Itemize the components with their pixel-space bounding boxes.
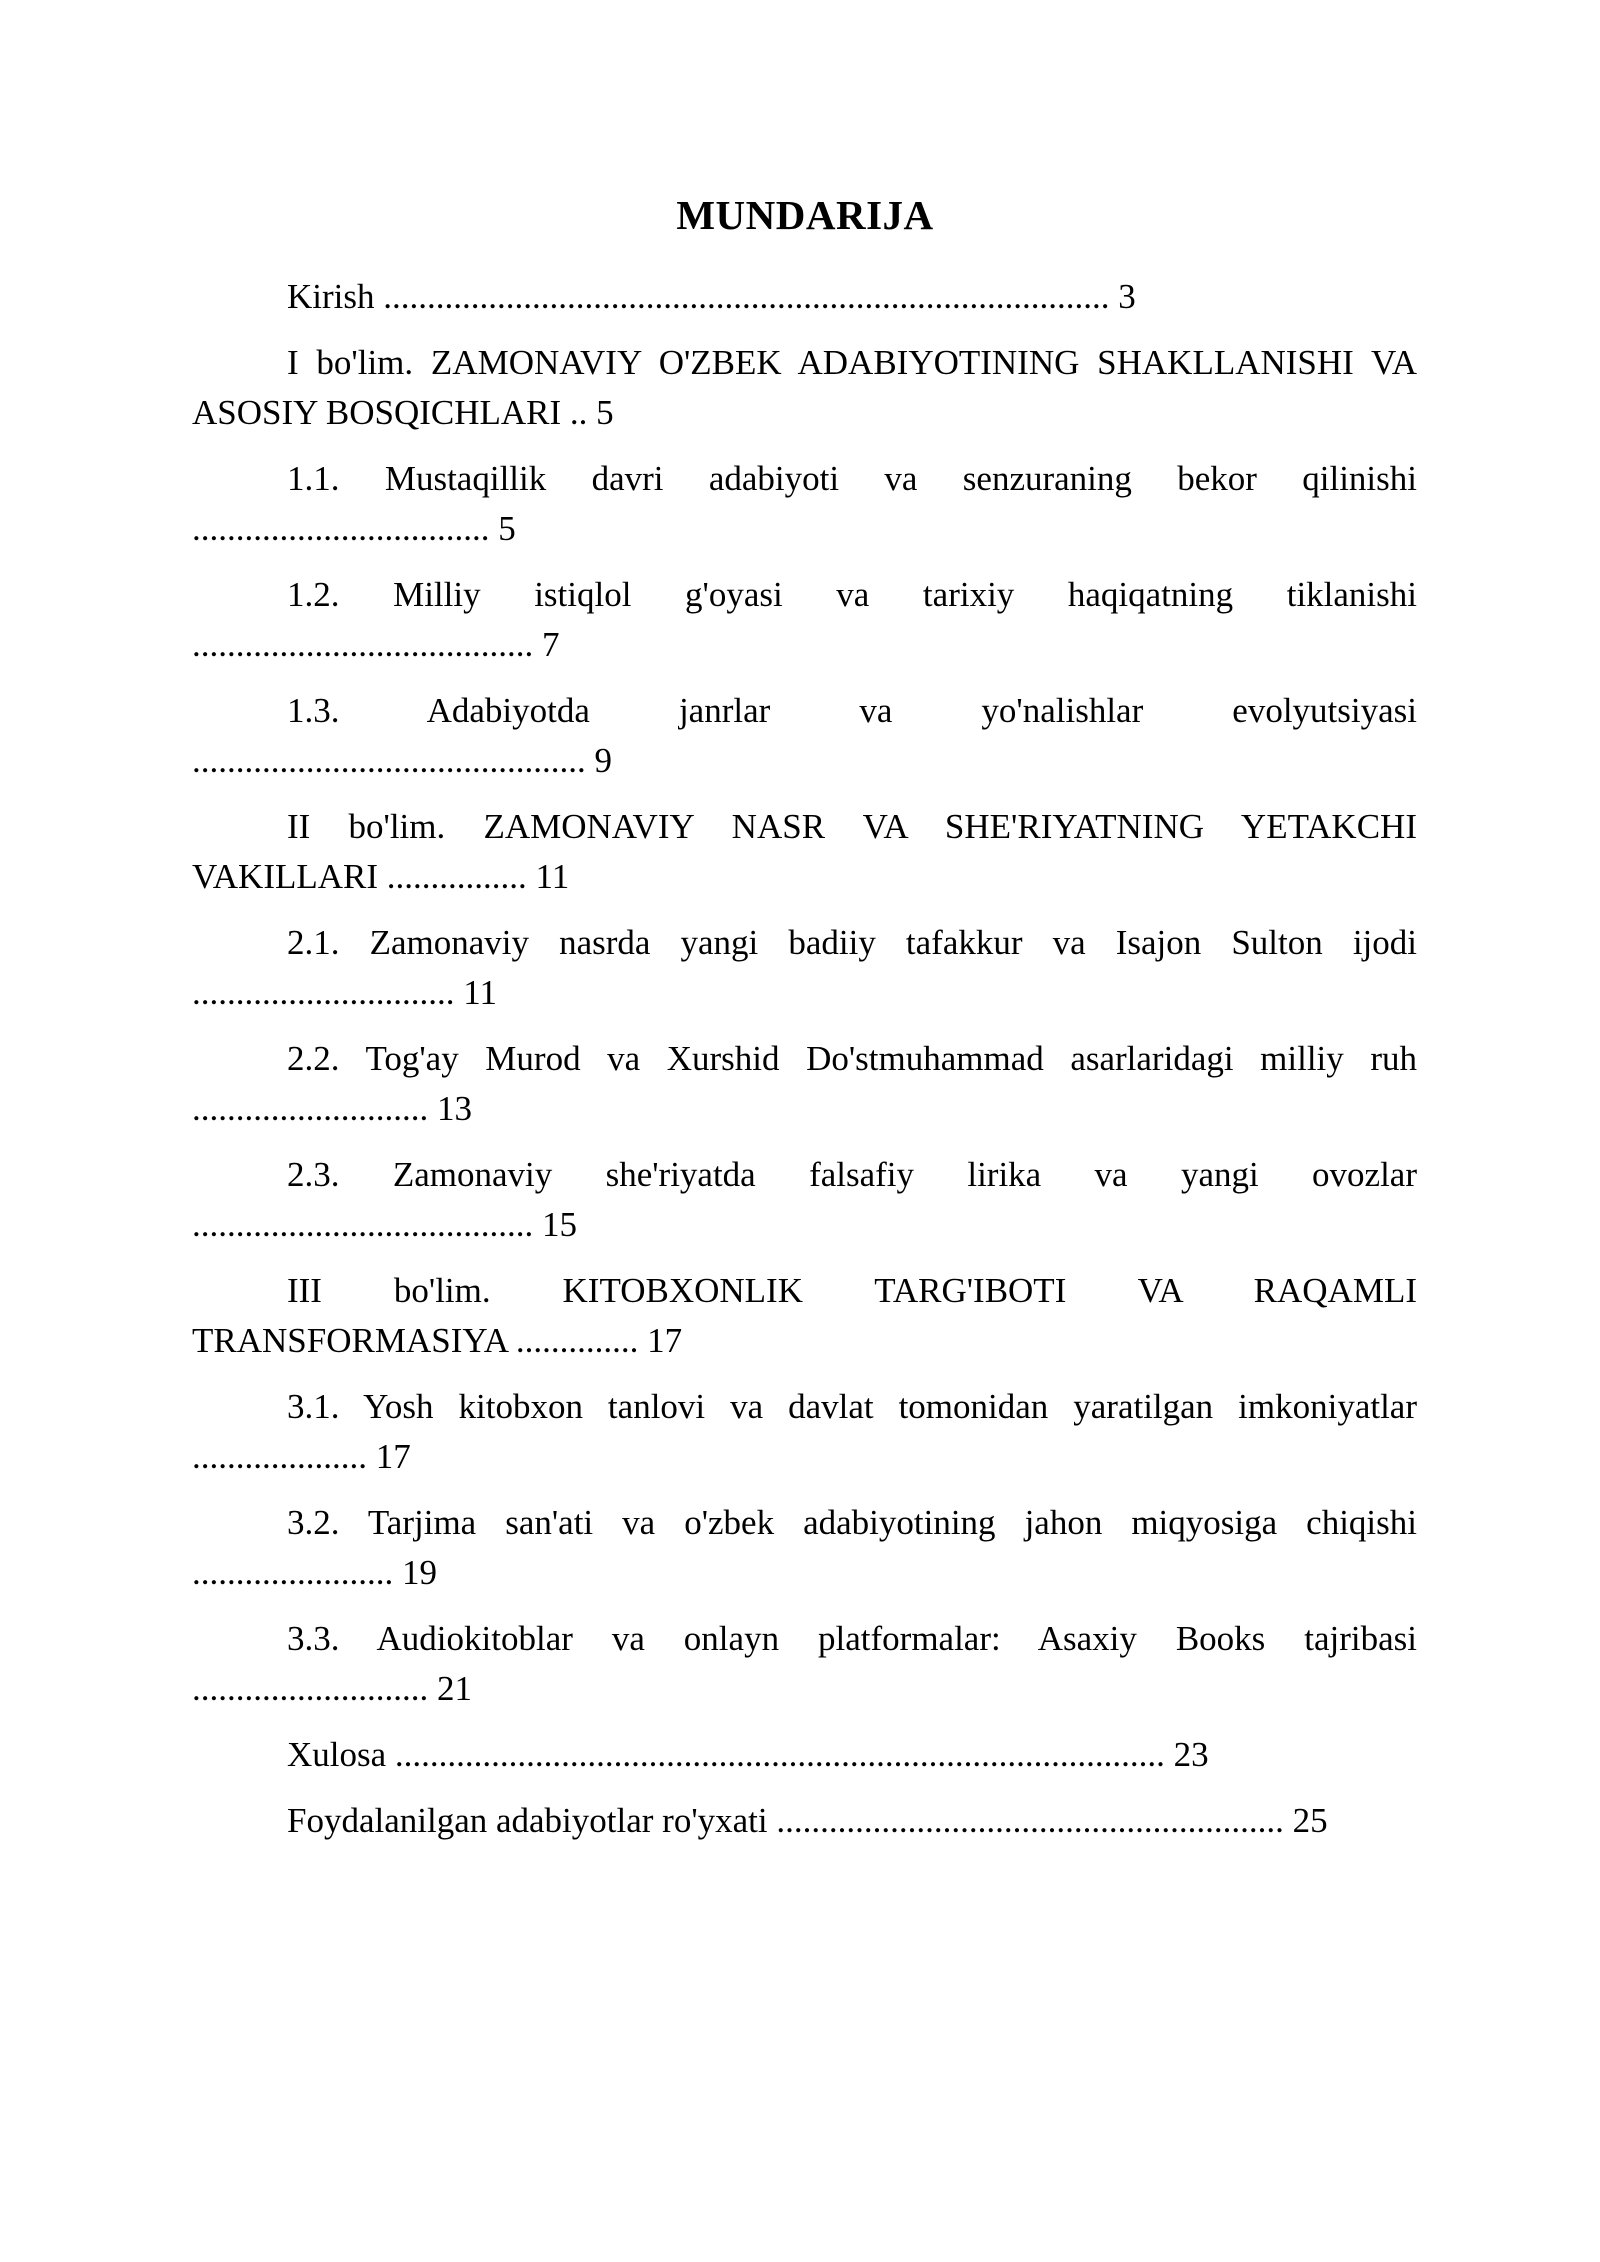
table-of-contents: [192, 272, 1417, 1862]
toc-entry-3-2: 3.2. Tarjima san'ati va o'zbek adabiyotining jahon miqyosiga chiqishi ....................... 19: [192, 1503, 1417, 1592]
page-title: MUNDARIJA: [676, 192, 934, 238]
toc-entry-kirish: Kirish ................................................................................... 3: [287, 277, 1136, 316]
toc-entry-1-1: 1.1. Mustaqillik davri adabiyoti va senzuraning bekor qilinishi .................................. 5: [192, 459, 1417, 548]
toc-entry-xulosa: Xulosa ........................................................................................ 23: [287, 1735, 1209, 1774]
toc-entry-2-3: 2.3. Zamonaviy she'riyatda falsafiy lirika va yangi ovozlar ....................................... 15: [192, 1155, 1417, 1244]
toc-entry-1-3: 1.3. Adabiyotda janrlar va yo'nalishlar evolyutsiyasi ............................................. 9: [192, 691, 1417, 780]
toc-entry-references: Foydalanilgan adabiyotlar ro'yxati .......................................................... 25: [287, 1801, 1328, 1840]
toc-entry-part-1: I bo'lim. ZAMONAVIY O'ZBEK ADABIYOTINING SHAKLLANISHI VA ASOSIY BOSQICHLARI .. 5: [192, 343, 1417, 432]
toc-entry-2-2: 2.2. Tog'ay Murod va Xurshid Do'stmuhammad asarlaridagi milliy ruh ........................... 13: [192, 1039, 1417, 1128]
toc-entry-3-3: 3.3. Audiokitoblar va onlayn platformalar: Asaxiy Books tajribasi ........................... 21: [192, 1619, 1417, 1708]
toc-entry-2-1: 2.1. Zamonaviy nasrda yangi badiiy tafakkur va Isajon Sulton ijodi .............................. 11: [192, 923, 1417, 1012]
toc-entry-1-2: 1.2. Milliy istiqlol g'oyasi va tarixiy haqiqatning tiklanishi ....................................... 7: [192, 575, 1417, 664]
toc-entry-part-3: III bo'lim. KITOBXONLIK TARG'IBOTI VA RAQAMLI TRANSFORMASIYA .............. 17: [192, 1271, 1417, 1360]
toc-entry-part-2: II bo'lim. ZAMONAVIY NASR VA SHE'RIYATNING YETAKCHI VAKILLARI ................ 11: [192, 807, 1417, 896]
toc-entry-3-1: 3.1. Yosh kitobxon tanlovi va davlat tomonidan yaratilgan imkoniyatlar .................... 17: [192, 1387, 1417, 1476]
